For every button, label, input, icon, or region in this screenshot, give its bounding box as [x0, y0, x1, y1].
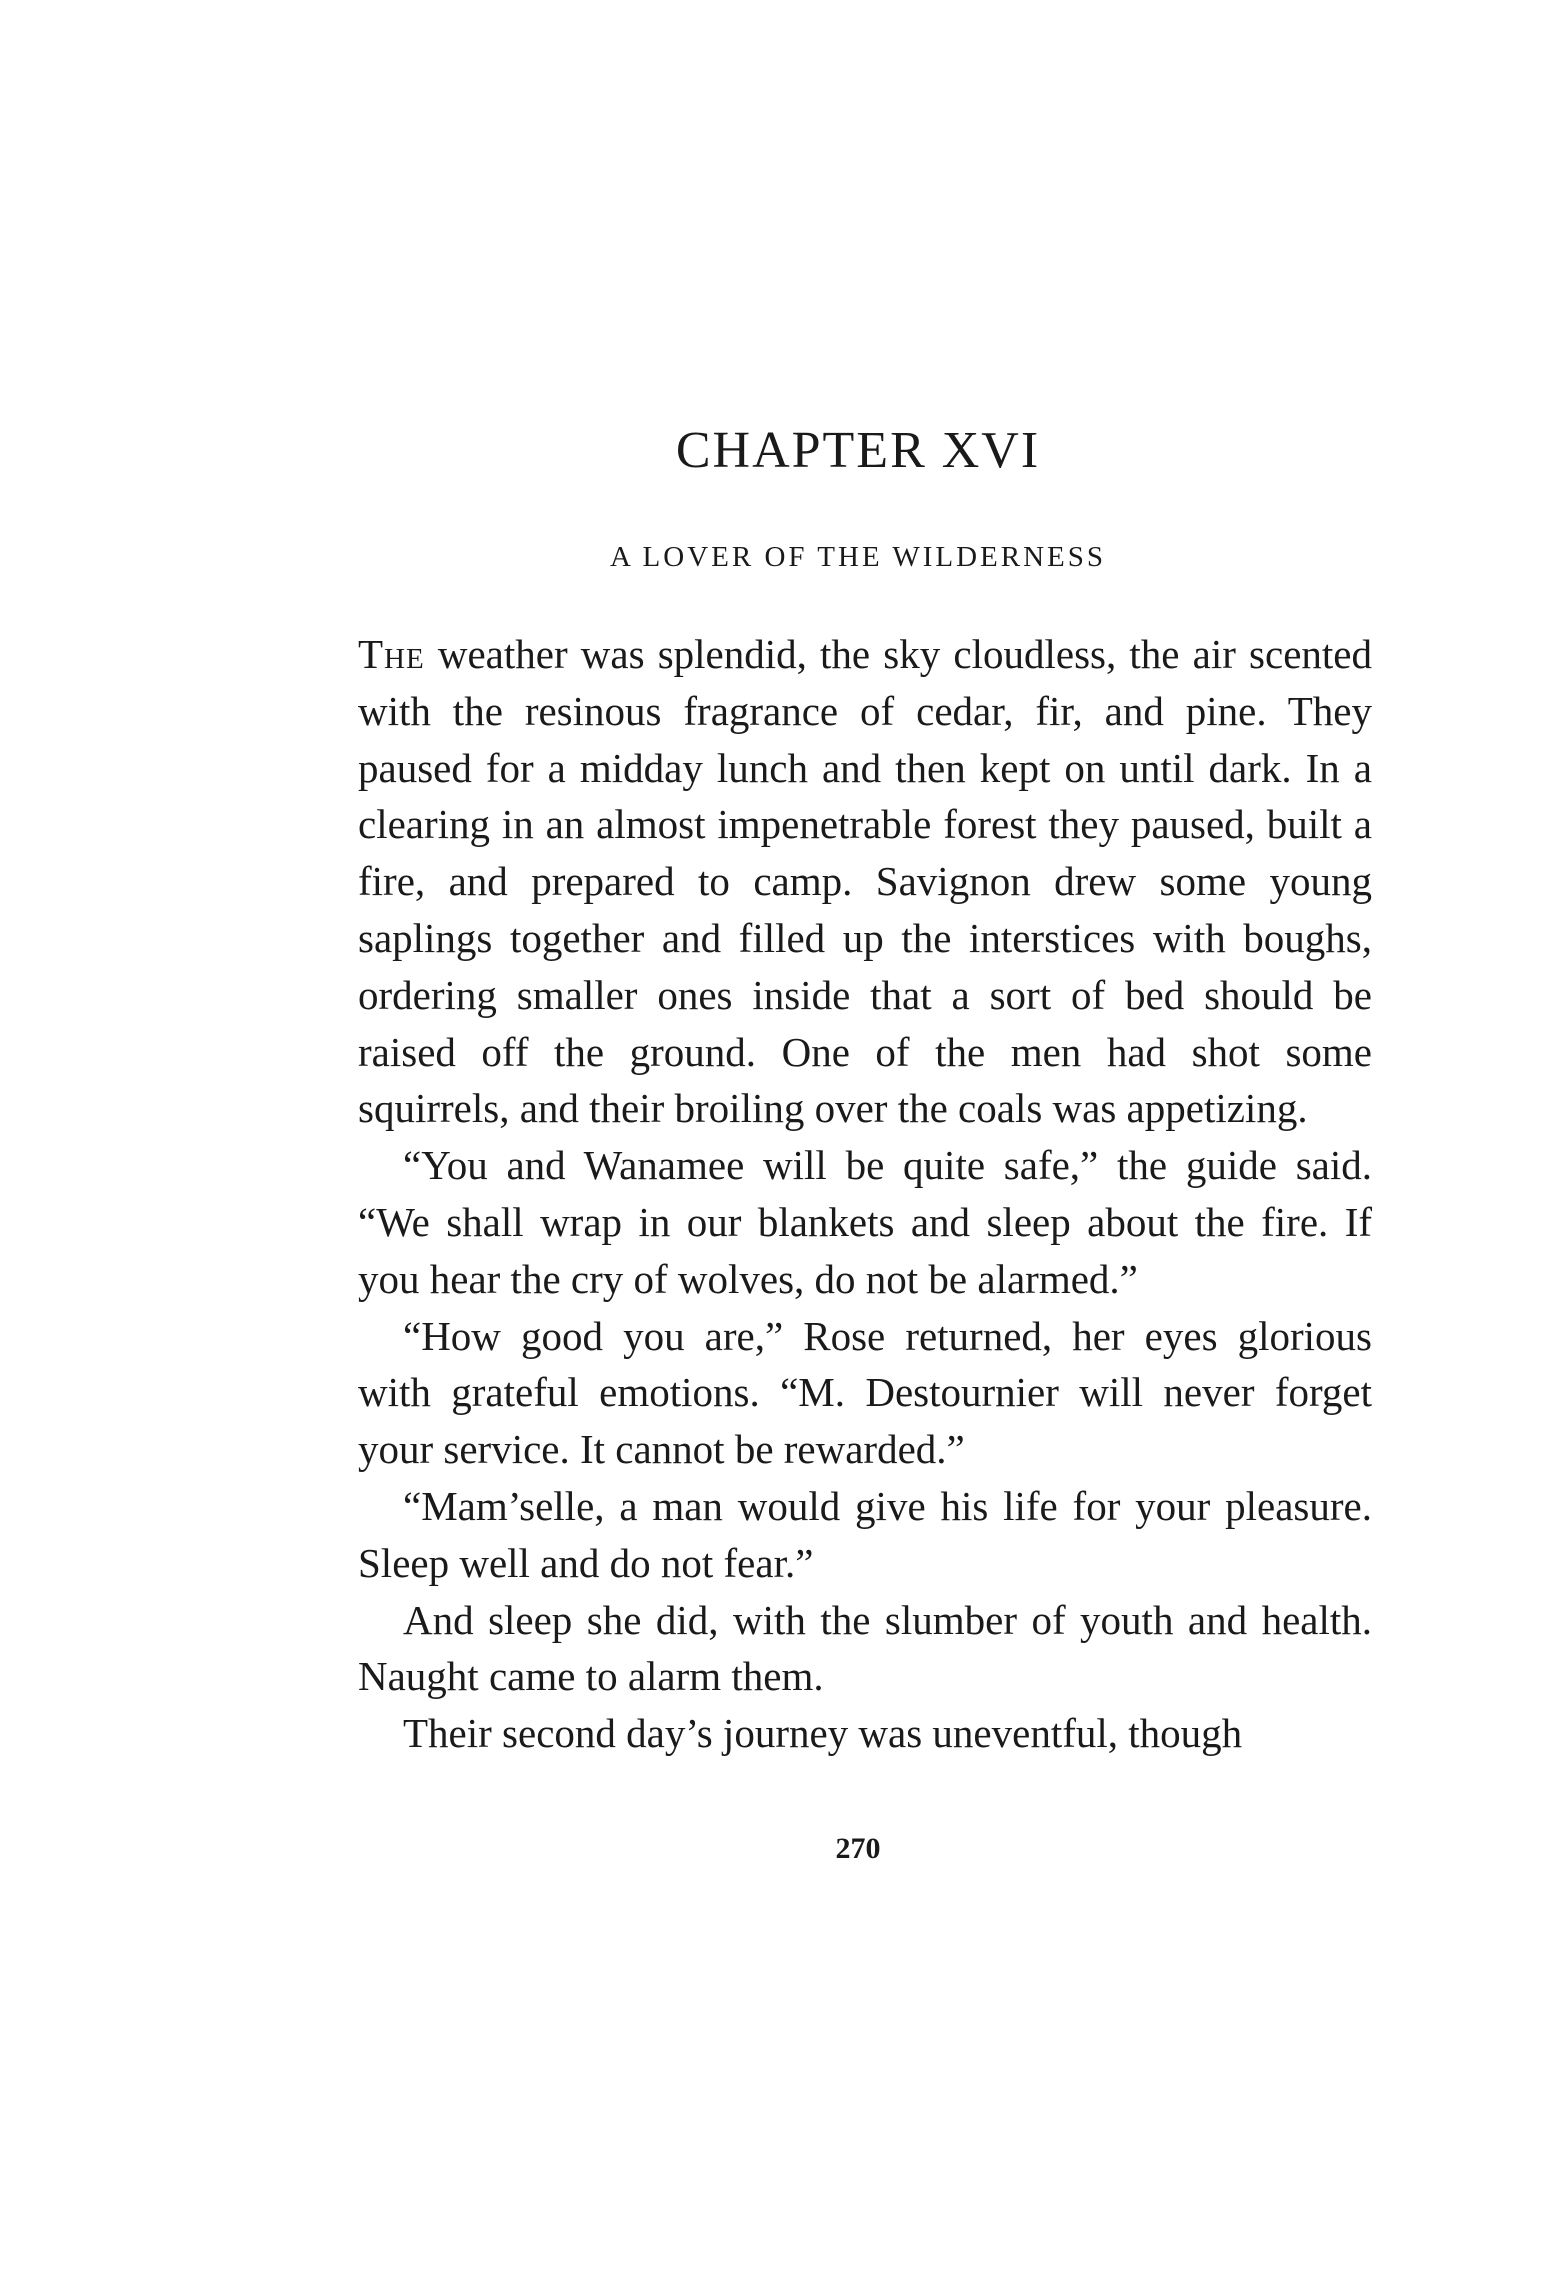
paragraph: “Mam’selle, a man would give his life for your pleasure. Sleep well and do not fear.” [358, 1482, 1372, 1586]
chapter-title: CHAPTER XVI [675, 422, 1041, 479]
paragraph: Their second day’s journey was uneventful, though [403, 1710, 1243, 1757]
opening-word: The [358, 631, 425, 677]
paragraph-text: weather was splendid, the sky cloudless, the air scented with the resinous fragrance of cedar, fir, and pine. They paused for a midday lunch and then kept on until dark. In a clearing in an almost impenetrable forest they paused, built a fire, and prepared to camp. Savignon drew some young saplings together and filled up the interstices with boughs, ordering smaller ones inside that a sort of bed should be raised off the ground. One of the men had shot some squirrels, and their broiling over the coals was appetizing. [358, 631, 1372, 1132]
paragraph: And sleep she did, with the slumber of youth and health. Naught came to alarm them. [358, 1596, 1372, 1700]
page-number: 270 [835, 1832, 881, 1865]
paragraph: “How good you are,” Rose returned, her eyes glorious with grateful emotions. “M. Destournier will never forget your service. It cannot be rewarded.” [358, 1312, 1372, 1473]
chapter-subtitle: A LOVER OF THE WILDERNESS [609, 541, 1107, 573]
paragraph: “You and Wanamee will be quite safe,” the guide said. “We shall wrap in our blankets and sleep about the fire. If you hear the cry of wolves, do not be alarmed.” [358, 1142, 1372, 1302]
paragraph [358, 626, 1372, 1137]
body-text [358, 626, 1372, 1762]
